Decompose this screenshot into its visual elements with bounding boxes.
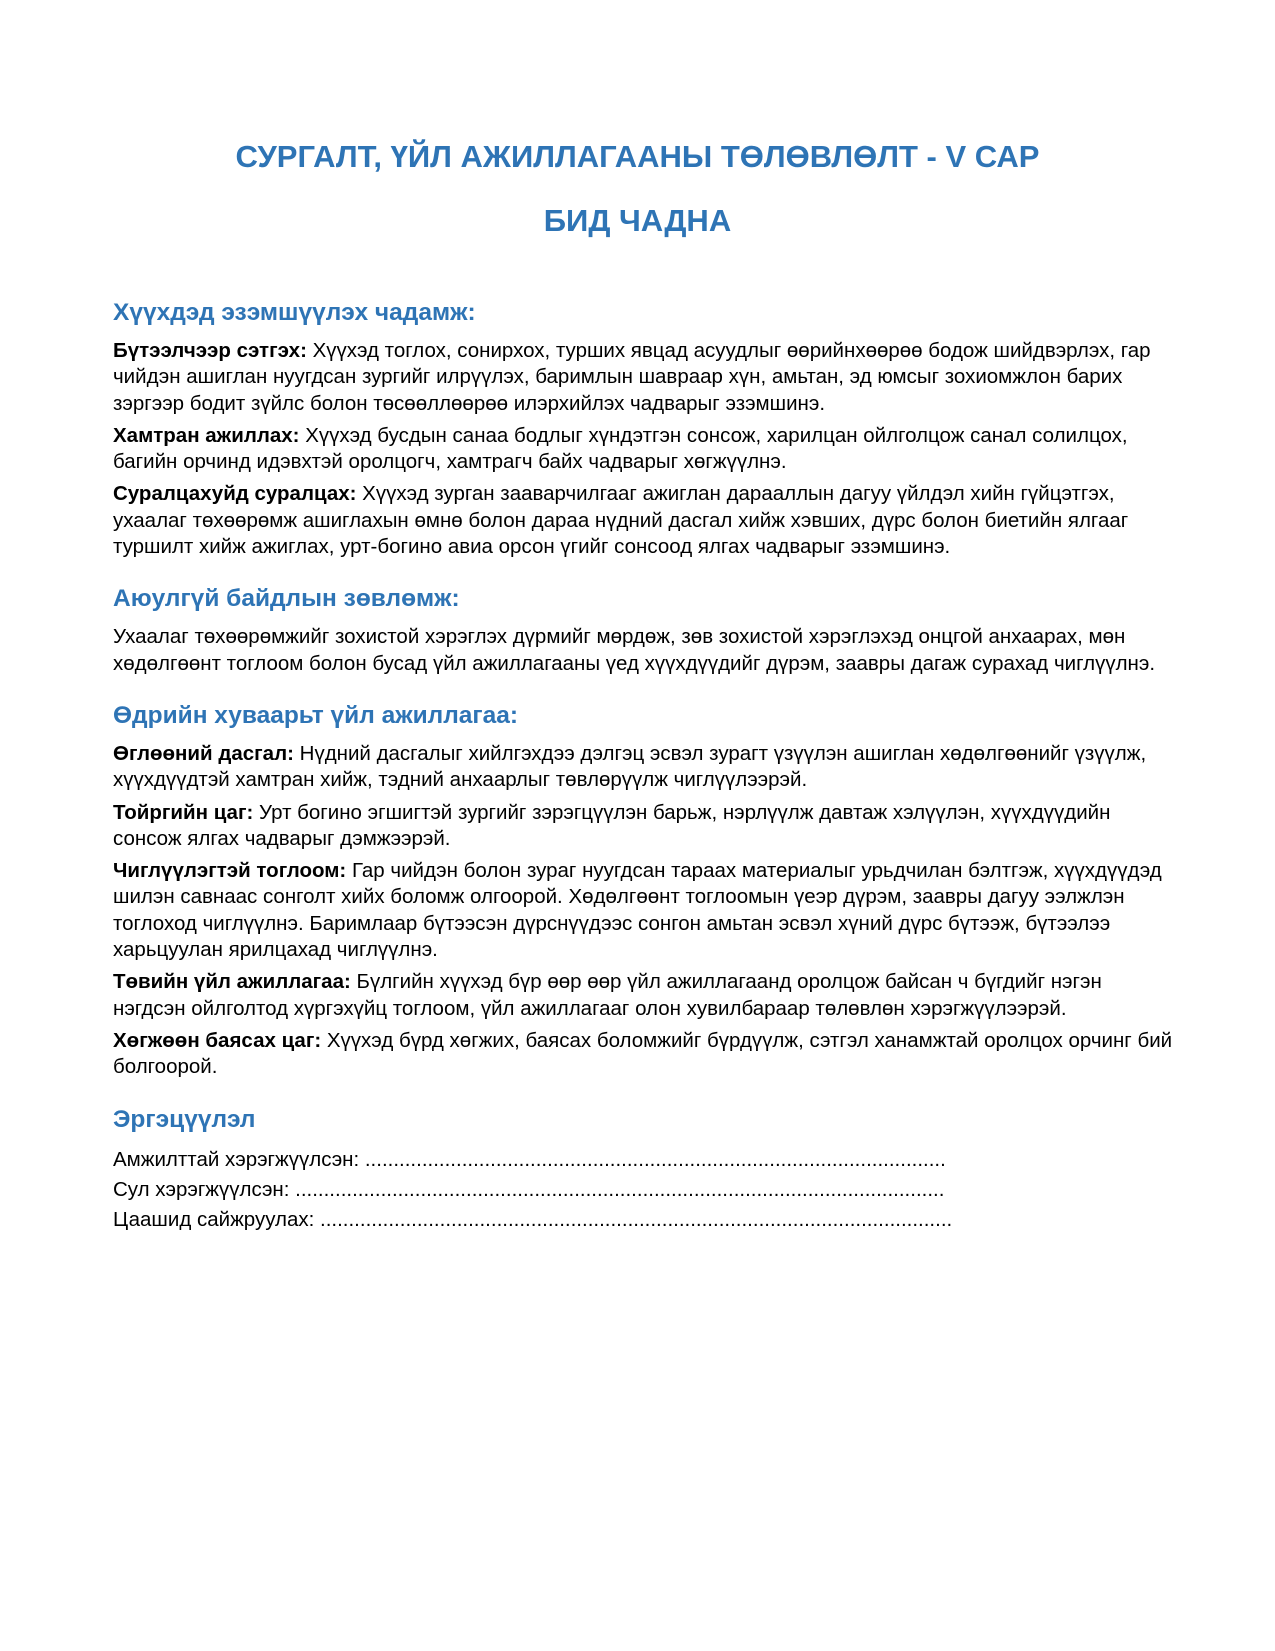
competency-text: Хүүхэд зурган зааварчилгааг ажиглан дарааллын дагуу үйлдэл хийн гүйцэтгэх, ухаалаг төхөөрөмж ашиглахын өмнө болон дараа нүдний дасгал хийж хэвших, дүрс болон биетийн ялгааг туршилт хийж ажиглах, урт-богино авиа орсон үгийг сонсоод ялгах чадварыг эзэмшинэ. — [113, 482, 1129, 559]
schedule-item — [113, 741, 1173, 794]
competency-text: Хүүхэд тоглох, сонирхох, турших явцад асуудлыг өөрийнхөөрөө бодож шийдвэрлэх, гар чийдэн ашиглан нуугдсан зургийг илрүүлэх, баримлын шавраар хүн, амьтан, эд юмсыг зохиомжлон барих зэргээр бодит зүйлс болон төсөөллөөрөө илэрхийлэх чадварыг эзэмшинэ. — [113, 339, 1151, 415]
safety-text: Ухаалаг төхөөрөмжийг зохистой хэрэглэх дүрмийг мөрдөж, зөв зохистой хэрэглэхэд онцгой анхаарах, мөн хөдөлгөөнт тоглоом болон бусад үйл ажиллагааны үед хүүхдүүдийг дүрэм, заавры дагаж сурахад чиглүүлнэ. — [113, 625, 1156, 675]
competency-term: Хамтран ажиллах: — [113, 423, 300, 447]
document-subtitle: БИД ЧАДНА — [543, 203, 732, 238]
competencies-section — [113, 298, 1173, 560]
schedule-term: Хөгжөөн баясах цаг: — [113, 1028, 322, 1052]
schedule-text: Бүлгийн хүүхэд бүр өөр өөр үйл ажиллагаанд оролцож байсан ч бүгдийг нэгэн нэгдсэн ойлголтод хүргэхүйц тоглоом, үйл ажиллагааг олон хувилбараар төлөвлөн хэрэгжүүлээрэй. — [113, 970, 1102, 1020]
safety-section — [113, 584, 1173, 677]
schedule-text: Гар чийдэн болон зураг нуугдсан тараах материалыг урьдчилан бэлтгэж, хүүхдүүдэд шилэн савнаас сонголт хийх боломж олгоорой. Хөдөлгөөнт тоглоомын үеэр дүрэм, заавры дагуу ээлжлэн тоглоход чиглүүлнэ. Баримлаар бүтээсэн дүрснүүдээс сонгон амьтан эсвэл хүний дүрс бүтээж, бүтээлээ харьцуулан ярилцахад чиглүүлнэ. — [113, 859, 1162, 962]
evaluation-line-improve: Цаашид сайжруулах: ............................................................................................................... — [113, 1207, 953, 1231]
competencies-heading: Хүүхдэд эзэмшүүлэх чадамж: — [113, 299, 476, 326]
competency-item — [113, 481, 1173, 560]
schedule-term: Өглөөний дасгал: — [113, 741, 294, 765]
section-spacer — [113, 1087, 1173, 1105]
schedule-term: Төвийн үйл ажиллагаа: — [113, 970, 351, 994]
competency-term: Бүтээлчээр сэтгэх: — [113, 339, 307, 362]
schedule-term: Чиглүүлэгтэй тоглоом: — [113, 859, 347, 883]
evaluation-line-weak: Сул хэрэгжүүлсэн: .................................................................................................................. — [113, 1177, 945, 1201]
competency-item — [113, 423, 1173, 476]
evaluation-line-success: Амжилттай хэрэгжүүлсэн: ...................................................................................................... — [113, 1147, 946, 1171]
schedule-section — [113, 701, 1173, 1081]
schedule-item — [113, 858, 1173, 963]
schedule-text: Хүүхэд бүрд хөгжих, баясах боломжийг бүрдүүлж, сэтгэл ханамжтай оролцох орчинг бий болгоорой. — [113, 1028, 1173, 1079]
section-spacer — [113, 683, 1173, 701]
schedule-term: Тойргийн цаг: — [113, 800, 254, 824]
safety-heading: Аюулгүй байдлын зөвлөмж: — [113, 585, 460, 613]
competency-term: Суралцахуйд суралцах: — [113, 482, 357, 506]
schedule-item — [113, 800, 1173, 853]
competency-text: Хүүхэд бусдын санаа бодлыг хүндэтгэн сонсож, харилцан ойлголцож санал солилцох, багийн орчинд идэвхтэй оролцогч, хамтрагч байх чадварыг хөгжүүлнэ. — [113, 423, 1128, 474]
schedule-text: Нүдний дасгалыг хийлгэхдээ дэлгэц эсвэл зурагт үзүүлэн ашиглан хөдөлгөөнийг үзүүлж, хүүхдүүдтэй хамтран хийж, тэдний анхаарлыг төвлөрүүлж чиглүүлээрэй. — [113, 741, 1147, 792]
document-body — [113, 298, 1173, 1235]
section-spacer — [113, 566, 1173, 584]
schedule-text: Урт богино эгшигтэй зургийг зэрэгцүүлэн барьж, нэрлүүлж давтаж хэлүүлэн, хүүхдүүдийн сонсож ялгах чадварыг дэмжээрэй. — [113, 800, 1111, 850]
evaluation-section — [113, 1105, 1173, 1235]
document-title: СУРГАЛТ, ҮЙЛ АЖИЛЛАГААНЫ ТӨЛӨВЛӨЛТ - V САР — [235, 139, 1040, 174]
schedule-item — [113, 1028, 1173, 1081]
evaluation-heading: Эргэцүүлэл — [113, 1105, 256, 1133]
schedule-heading: Өдрийн хуваарьт үйл ажиллагаа: — [113, 701, 519, 729]
competency-item — [113, 338, 1173, 417]
schedule-item — [113, 969, 1173, 1022]
